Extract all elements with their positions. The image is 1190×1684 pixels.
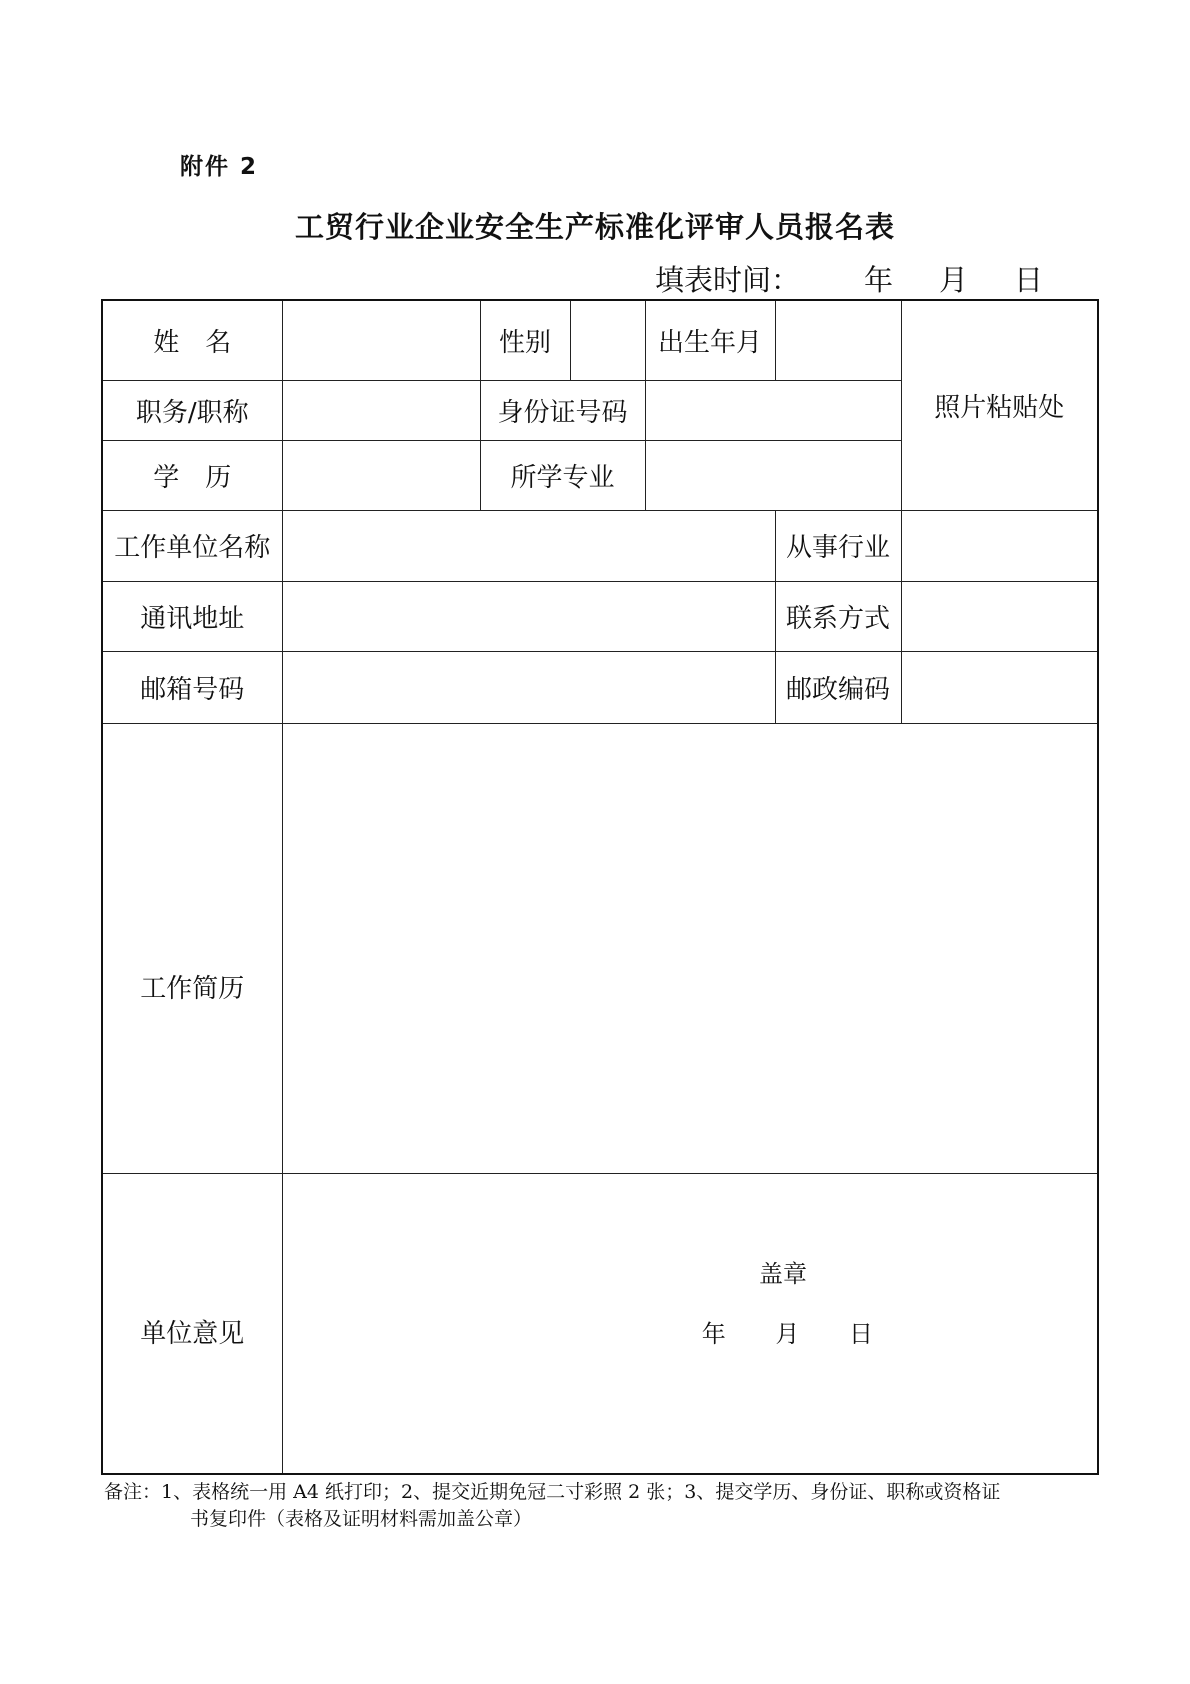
education-field[interactable] <box>282 440 480 510</box>
address-field[interactable] <box>282 581 775 651</box>
seal-label: 盖章 <box>759 1259 807 1288</box>
birth-field[interactable] <box>775 300 901 380</box>
postcode-label: 邮政编码 <box>775 651 901 723</box>
photo-area[interactable] <box>901 300 1098 510</box>
registration-form <box>101 299 1099 1475</box>
id-label: 身份证号码 <box>480 380 645 440</box>
id-field[interactable] <box>645 380 901 440</box>
fill-time <box>655 258 1043 299</box>
industry-label: 从事行业 <box>775 510 901 581</box>
footnote-line1: 备注：1、表格统一用 A4 纸打印；2、提交近期免冠二寸彩照 2 张；3、提交学历、身份证、职称或资格证 <box>104 1481 1001 1503</box>
email-label: 邮箱号码 <box>102 651 282 723</box>
opinion-field[interactable] <box>282 1173 1098 1474</box>
position-label: 职务/职称 <box>102 380 282 440</box>
photo-label: 照片粘贴处 <box>934 392 1065 423</box>
fill-time-year: 年 <box>864 263 894 297</box>
name-field[interactable] <box>282 300 480 380</box>
resume-field[interactable] <box>282 723 1098 1173</box>
annex-label: 附件 2 <box>180 154 259 180</box>
address-label: 通讯地址 <box>102 581 282 651</box>
opinion-date-day: 日 <box>849 1319 873 1348</box>
gender-field[interactable] <box>570 300 645 380</box>
email-field[interactable] <box>282 651 775 723</box>
contact-label: 联系方式 <box>775 581 901 651</box>
employer-label: 工作单位名称 <box>102 510 282 581</box>
position-field[interactable] <box>282 380 480 440</box>
contact-field[interactable] <box>901 581 1098 651</box>
postcode-field[interactable] <box>901 651 1098 723</box>
major-label: 所学专业 <box>480 440 645 510</box>
opinion-label: 单位意见 <box>102 1173 282 1474</box>
fill-time-month: 月 <box>939 263 969 297</box>
gender-label: 性别 <box>480 300 570 380</box>
opinion-date <box>702 1314 873 1349</box>
resume-label: 工作简历 <box>102 723 282 1173</box>
industry-field[interactable] <box>901 510 1098 581</box>
birth-label: 出生年月 <box>645 300 775 380</box>
opinion-date-year: 年 <box>701 1319 726 1348</box>
opinion-date-month: 月 <box>775 1319 800 1348</box>
fill-time-day: 日 <box>1014 263 1044 297</box>
major-field[interactable] <box>645 440 901 510</box>
name-label: 姓 名 <box>102 300 282 380</box>
footnote <box>104 1479 1000 1533</box>
fill-time-label: 填表时间： <box>655 263 801 297</box>
footnote-line2: 书复印件（表格及证明材料需加盖公章） <box>190 1508 533 1530</box>
form-title: 工贸行业企业安全生产标准化评审人员报名表 <box>294 210 895 244</box>
education-label: 学 历 <box>102 440 282 510</box>
employer-field[interactable] <box>282 510 775 581</box>
